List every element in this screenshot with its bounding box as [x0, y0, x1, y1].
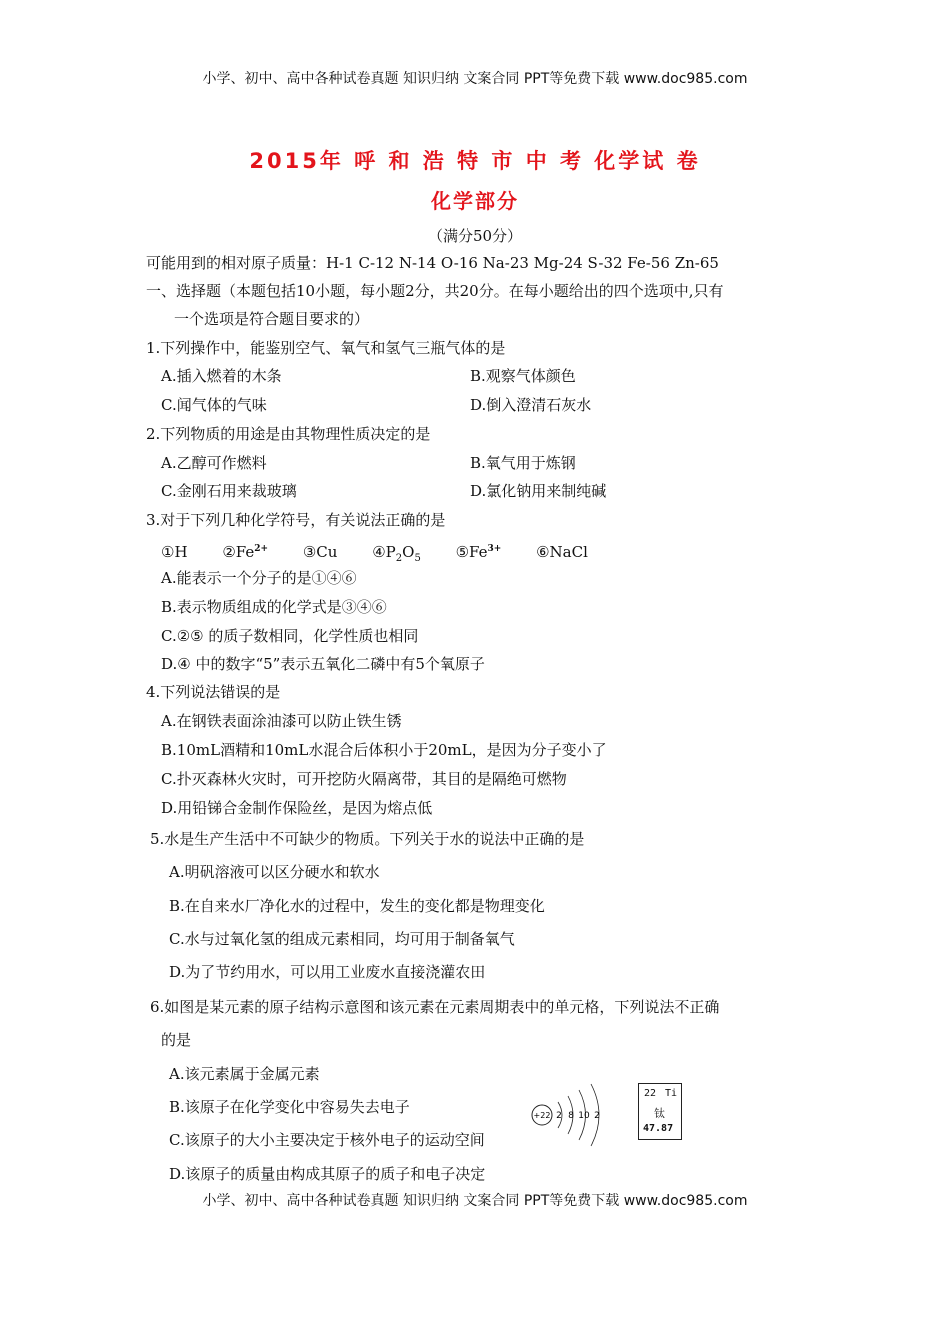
q4-option-d: D.用铅锑合金制作保险丝，是因为熔点低 — [161, 799, 433, 817]
q3-option-a: A.能表示一个分子的是①④⑥ — [161, 569, 357, 587]
q4-option-b: B.10mL酒精和10mL水混合后体积小于20mL，是因为分子变小了 — [161, 741, 607, 759]
q3-symbol-4: $④P_2O_5$ — [372, 543, 421, 564]
q1-stem: 1.下列操作中，能鉴别空气、氧气和氢气三瓶气体的是 — [146, 339, 506, 357]
score-note: （满分50分） — [427, 227, 523, 245]
q6-option-d: D.该原子的质量由构成其原子的质子和电子决定 — [169, 1165, 486, 1183]
q2-option-d: D.氯化钠用来制纯碱 — [470, 482, 607, 500]
q5-option-a: A.明矾溶液可以区分硬水和软水 — [169, 863, 380, 881]
periodic-table-cell — [638, 1083, 682, 1140]
q1-option-a: A.插入燃着的木条 — [161, 367, 282, 385]
q5-option-c: C.水与过氧化氢的组成元素相同，均可用于制备氧气 — [169, 930, 515, 948]
q6-option-a: A.该元素属于金属元素 — [169, 1065, 320, 1083]
q2-option-b: B.氧气用于炼钢 — [470, 454, 576, 472]
q3-symbol-2: $②Fe^{2+}$ — [222, 543, 269, 561]
atom-shell-electrons-2: 8 — [568, 1111, 574, 1121]
atom-shell-electrons-3: 10 — [578, 1111, 590, 1121]
atomic-mass-line: 可能用到的相对原子质量：H-1 C-12 N-14 O-16 Na-23 Mg-24 S-32 Fe-56 Zn-65 — [146, 254, 719, 272]
q3-symbols — [161, 540, 618, 568]
q5-stem: 5.水是生产生活中不可缺少的物质。下列关于水的说法中正确的是 — [150, 830, 585, 848]
exam-title: 2015年 呼 和 浩 特 市 中 考 化学试 卷 — [249, 149, 701, 173]
atom-nucleus-charge: +22 — [533, 1111, 551, 1120]
q3-symbol-5: $⑤Fe^{3+}$ — [455, 543, 502, 561]
q6-option-b: B.该原子在化学变化中容易失去电子 — [169, 1098, 410, 1116]
element-mass: 47.87 — [643, 1123, 674, 1134]
atom-structure-diagram — [528, 1080, 618, 1150]
section1-intro-line1: 一、选择题（本题包括10小题，每小题2分，共20分。在每小题给出的四个选项中,只有 — [146, 282, 724, 300]
q2-option-c: C.金刚石用来裁玻璃 — [161, 482, 297, 500]
page-header: 小学、初中、高中各种试卷真题 知识归纳 文案合同 PPT等免费下载 www.doc985.com — [202, 71, 748, 87]
q1-option-d: D.倒入澄清石灰水 — [470, 396, 592, 414]
q6-stem-line1: 6.如图是某元素的原子结构示意图和该元素在元素周期表中的单元格，下列说法不正确 — [150, 998, 720, 1016]
exam-subtitle: 化学部分 — [431, 189, 519, 213]
element-number: 22 — [644, 1088, 657, 1099]
q3-symbol-3: ③Cu — [302, 543, 338, 561]
section1-intro-line2: 一个选项是符合题目要求的） — [174, 310, 370, 328]
q3-option-c: C.②⑤ 的质子数相同，化学性质也相同 — [161, 627, 419, 645]
q3-symbol-6: ⑥NaCl — [536, 543, 588, 561]
q1-option-c: C.闻气体的气味 — [161, 396, 267, 414]
q4-option-a: A.在钢铁表面涂油漆可以防止铁生锈 — [161, 712, 402, 730]
element-name: 钛 — [654, 1107, 665, 1120]
q6-stem-line2: 的是 — [161, 1031, 192, 1049]
q4-stem: 4.下列说法错误的是 — [146, 683, 281, 701]
q6-option-c: C.该原子的大小主要决定于核外电子的运动空间 — [169, 1131, 485, 1149]
q1-option-b: B.观察气体颜色 — [470, 367, 576, 385]
page-footer: 小学、初中、高中各种试卷真题 知识归纳 文案合同 PPT等免费下载 www.doc985.com — [202, 1193, 748, 1209]
atom-shell-electrons-4: 2 — [594, 1111, 600, 1121]
q5-option-d: D.为了节约用水，可以用工业废水直接浇灌农田 — [169, 963, 486, 981]
q3-option-d: D.④ 中的数字“5”表示五氧化二磷中有5个氧原子 — [161, 655, 485, 673]
q2-stem: 2.下列物质的用途是由其物理性质决定的是 — [146, 425, 431, 443]
element-symbol: Ti — [665, 1088, 678, 1099]
atom-shell-electrons-1: 2 — [556, 1111, 562, 1121]
q3-option-b: B.表示物质组成的化学式是③④⑥ — [161, 598, 387, 616]
q2-option-a: A.乙醇可作燃料 — [161, 454, 267, 472]
q4-option-c: C.扑灭森林火灾时，可开挖防火隔离带，其目的是隔绝可燃物 — [161, 770, 567, 788]
q3-symbol-1: ①H — [161, 543, 188, 561]
q5-option-b: B.在自来水厂净化水的过程中，发生的变化都是物理变化 — [169, 897, 545, 915]
q3-stem: 3.对于下列几种化学符号，有关说法正确的是 — [146, 511, 446, 529]
